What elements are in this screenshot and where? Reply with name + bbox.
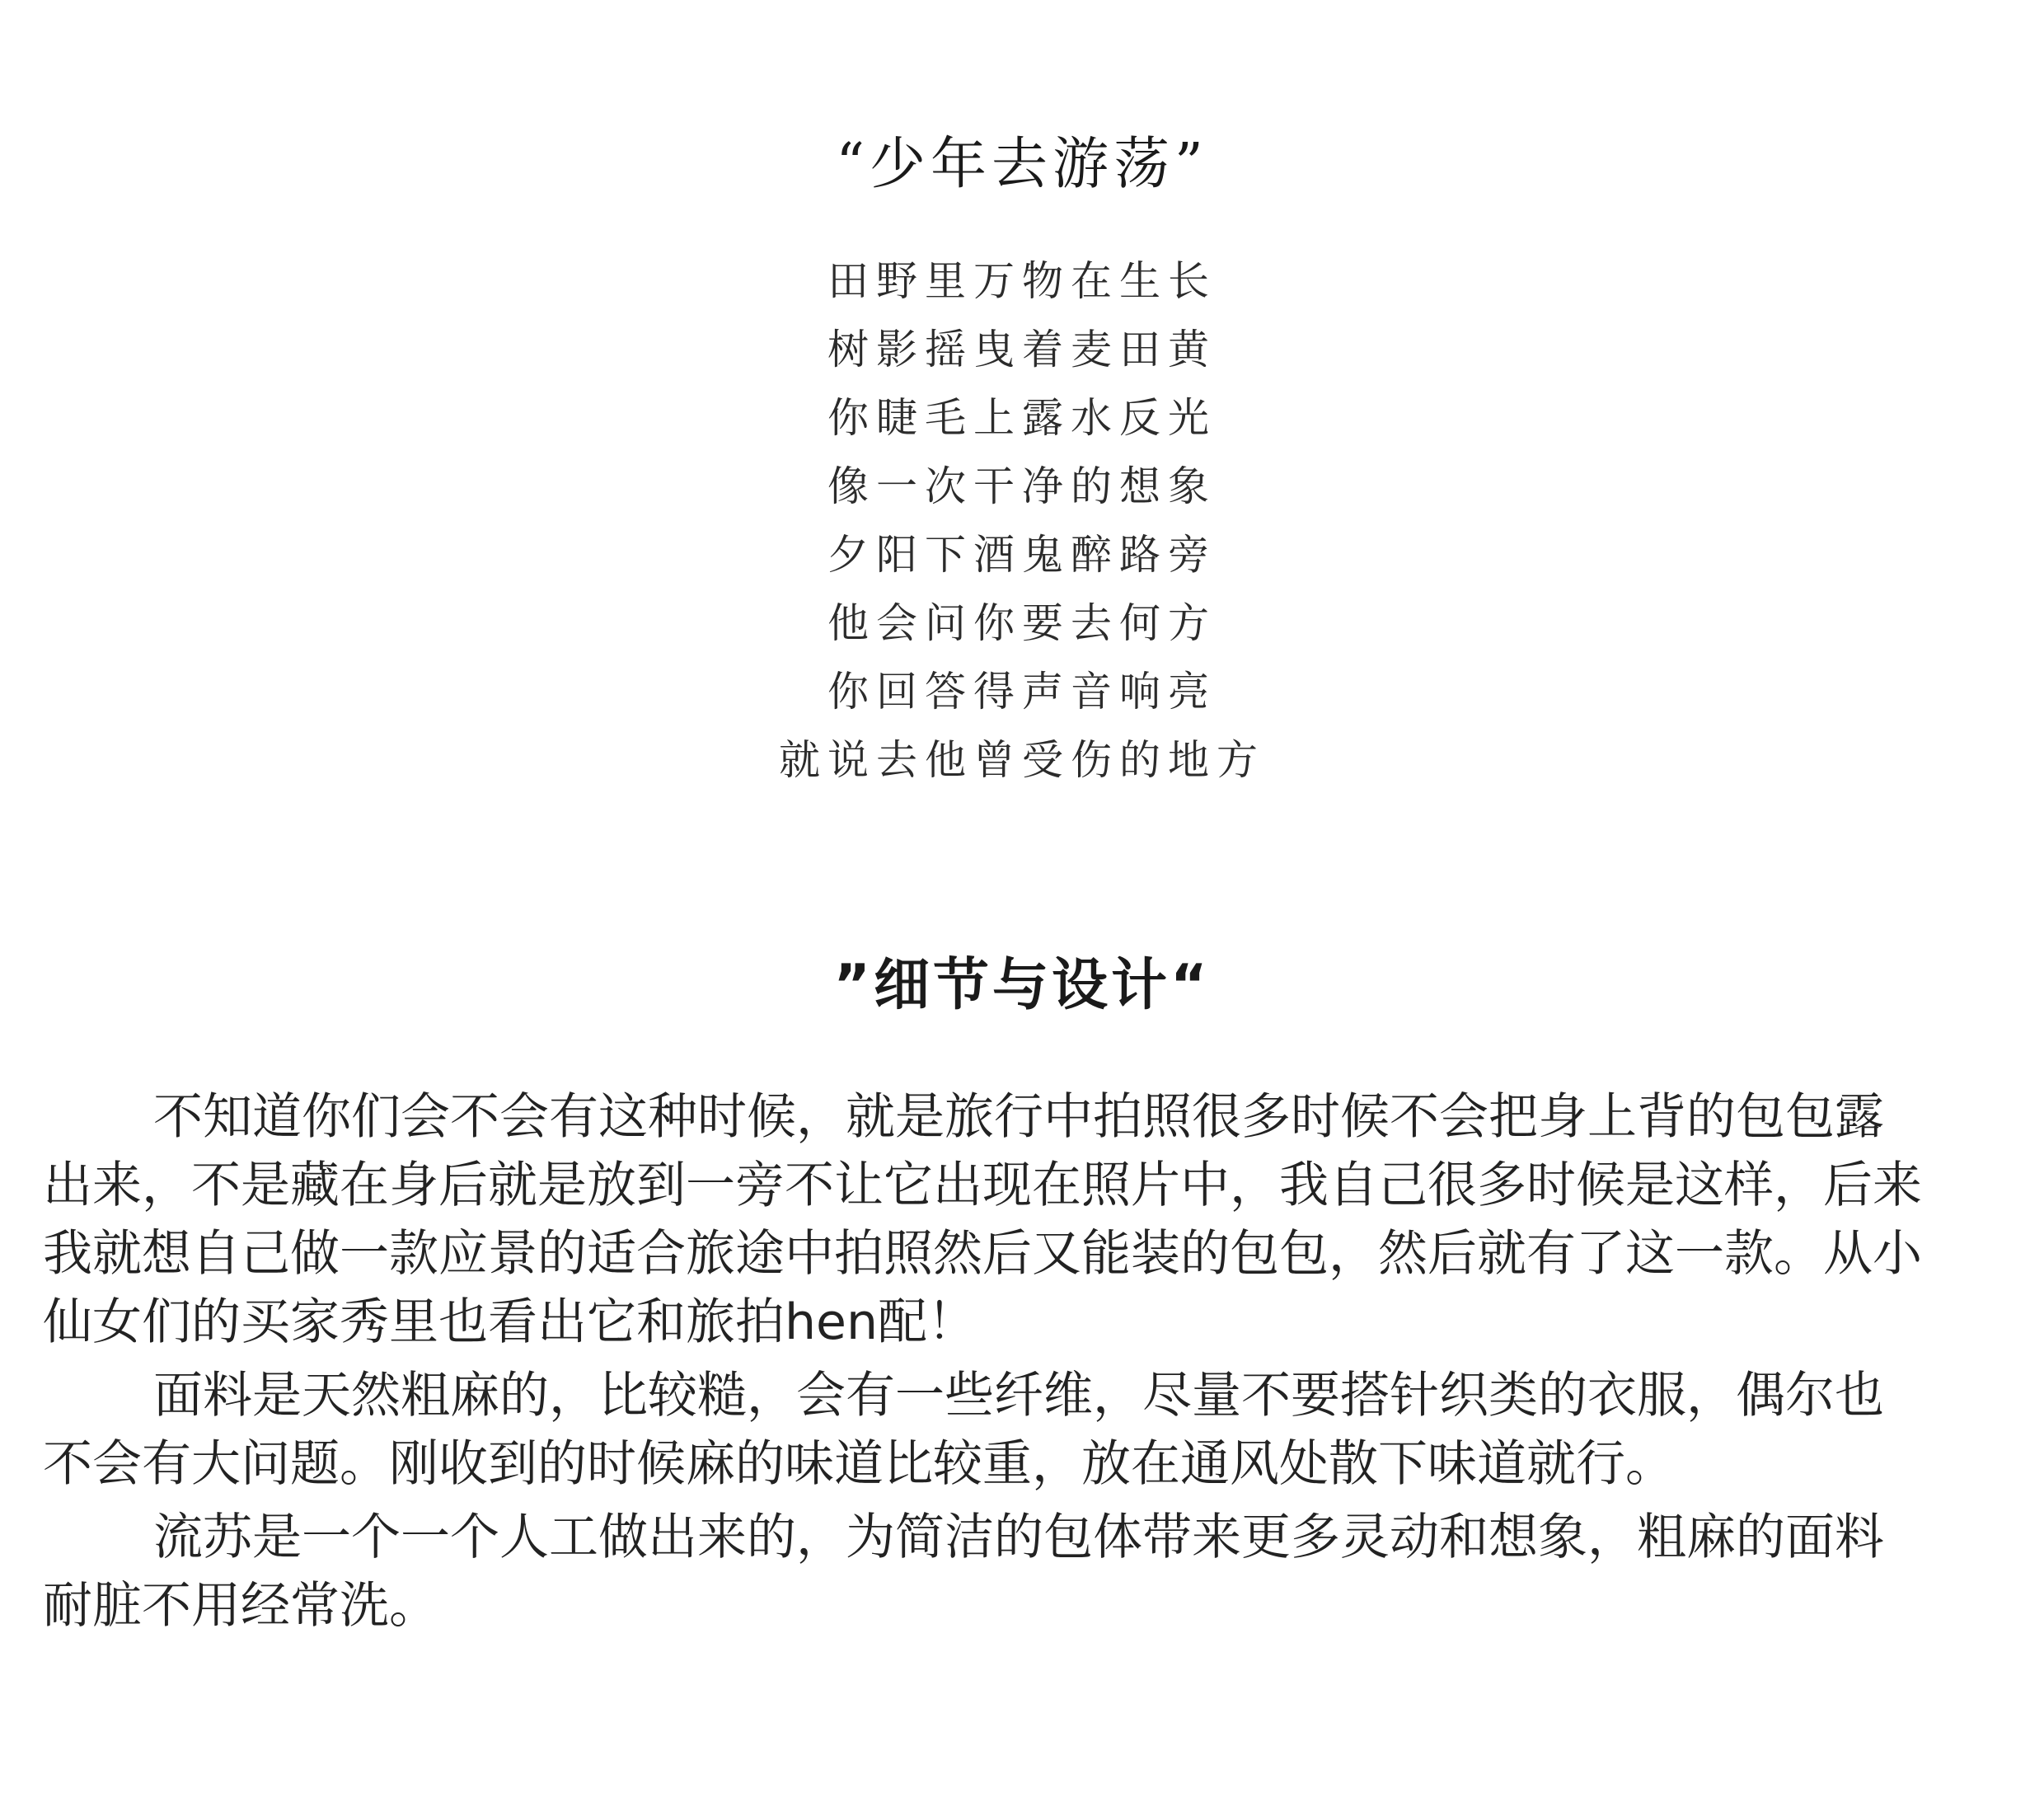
details-paragraph: 不知道你们会不会有这种时候，就是旅行中拍照很多时候不会把身上背的包包露出来，不是藏在身后就是放到一旁不让它出现在照片中，我自己很多时候是这样，后来我就想自己做一款应景的适合旅途中拍照然后又能装的包包，然后就有了这一款。从小仙女们的买家秀里也看出它和旅拍hen配！ bbox=[43, 1088, 1922, 1351]
poem-line: 树影摇曳着麦田黄 bbox=[827, 326, 1217, 373]
details-title: ”细节与设计“ bbox=[833, 953, 1211, 1018]
details-body bbox=[43, 1083, 1930, 1640]
details-paragraph: 流苏是一个一个人工做出来的，为简洁的包体带来更多灵动和想象，粗麻的面料耐脏不用经常洗。 bbox=[43, 1509, 1884, 1635]
poem-line: 你回答得声音响亮 bbox=[827, 668, 1217, 716]
poem-line: 夕阳下酒鬼醉路旁 bbox=[827, 531, 1217, 579]
poem-line: 你睫毛上露水反光 bbox=[827, 394, 1217, 442]
poem-body bbox=[0, 247, 2044, 795]
poem-line: 他会问你要去何方 bbox=[827, 599, 1217, 647]
poem-line: 像一次干净的想象 bbox=[827, 462, 1217, 510]
details-paragraph: 面料是天然粗麻的，比较糙，会有一些纤维，尽量不要搭针织类的衣服，偶尔也不会有大问题。刚收到的时候麻的味道比较重，放在通风处散下味道就行。 bbox=[43, 1367, 1884, 1493]
poem-title: “少年去游荡” bbox=[836, 132, 1208, 197]
poem-line: 田野里万物在生长 bbox=[827, 257, 1217, 305]
poem-line: 就说去他曾受伤的地方 bbox=[779, 736, 1265, 784]
